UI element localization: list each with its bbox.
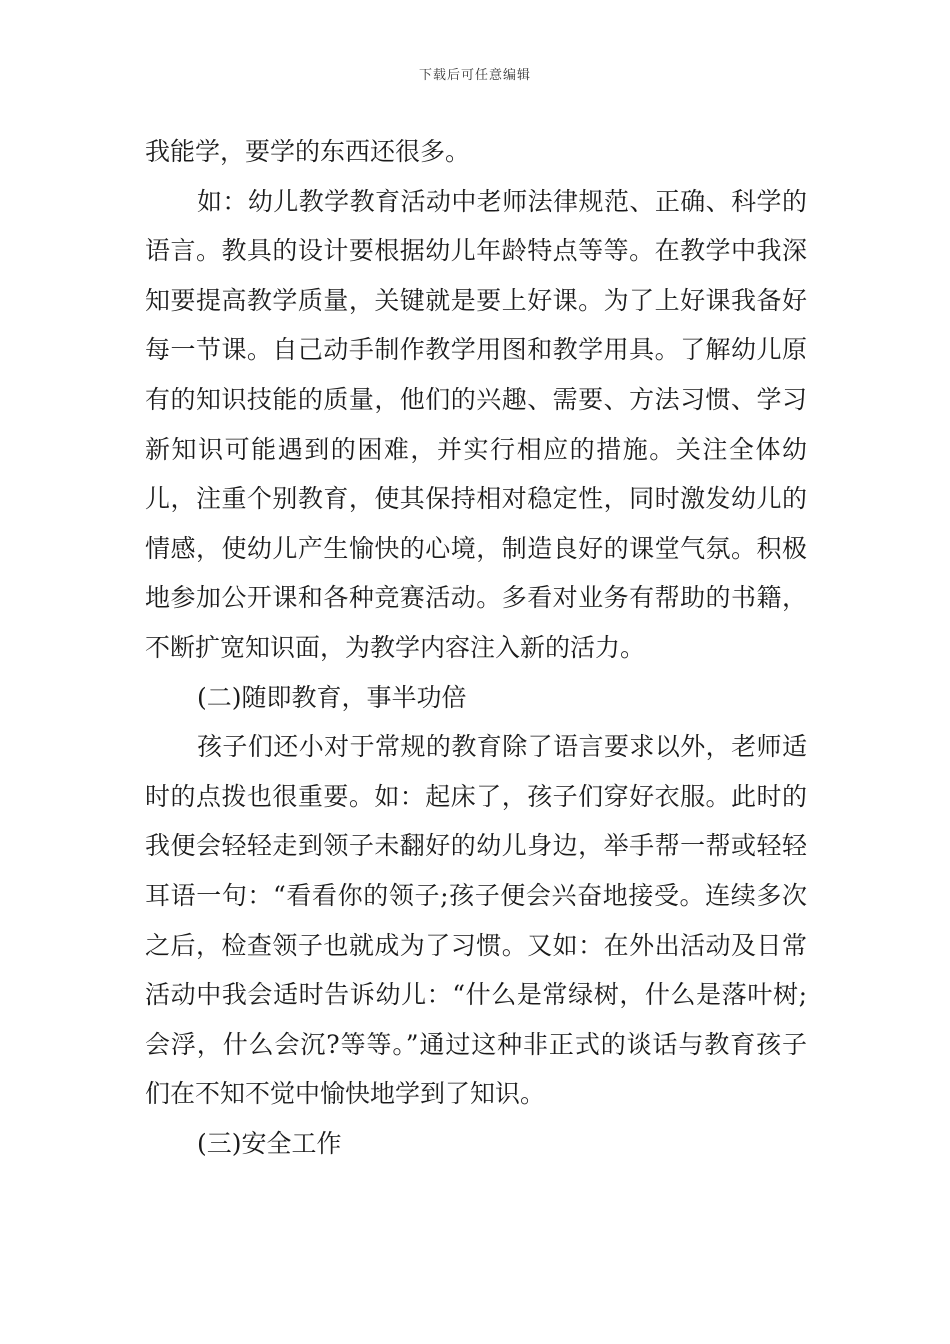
section-heading-3: (三)安全工作: [197, 1128, 342, 1158]
section-heading-2: (二)随即教育，事半功倍: [197, 682, 467, 712]
document-body: [145, 127, 807, 1168]
paragraph-incidental-education: 孩子们还小对于常规的教育除了语言要求以外，老师适时的点拨也很重要。如：起床了，孩子们穿好衣服。此时的我便会轻轻走到领子未翻好的幼儿身边，举手帮一帮或轻轻耳语一句：“看看你的领子;孩子便会兴奋地接受。连续多次之后，检查领子也就成为了习惯。又如：在外出活动及日常活动中我会适时告诉幼儿：“什么是常绿树，什么是落叶树;会浮，什么会沉?等等。”通过这种非正式的谈话与教育孩子们在不知不觉中愉快地学到了知识。: [145, 732, 807, 1109]
paragraph-teaching: 如：幼儿教学教育活动中老师法律规范、正确、科学的语言。教具的设计要根据幼儿年龄特点等等。在教学中我深知要提高教学质量，关键就是要上好课。为了上好课我备好每一节课。自己动手制作教学用图和教学用具。了解幼儿原有的知识技能的质量，他们的兴趣、需要、方法习惯、学习新知识可能遇到的困难，并实行相应的措施。关注全体幼儿，注重个别教育，使其保持相对稳定性，同时激发幼儿的情感，使幼儿产生愉快的心境，制造良好的课堂气氛。积极地参加公开课和各种竞赛活动。多看对业务有帮助的书籍，不断扩宽知识面，为教学内容注入新的活力。: [145, 186, 807, 662]
page-header: 下载后可任意编辑: [418, 68, 531, 83]
paragraph-continuation: 我能学，要学的东西还很多。: [145, 137, 471, 166]
